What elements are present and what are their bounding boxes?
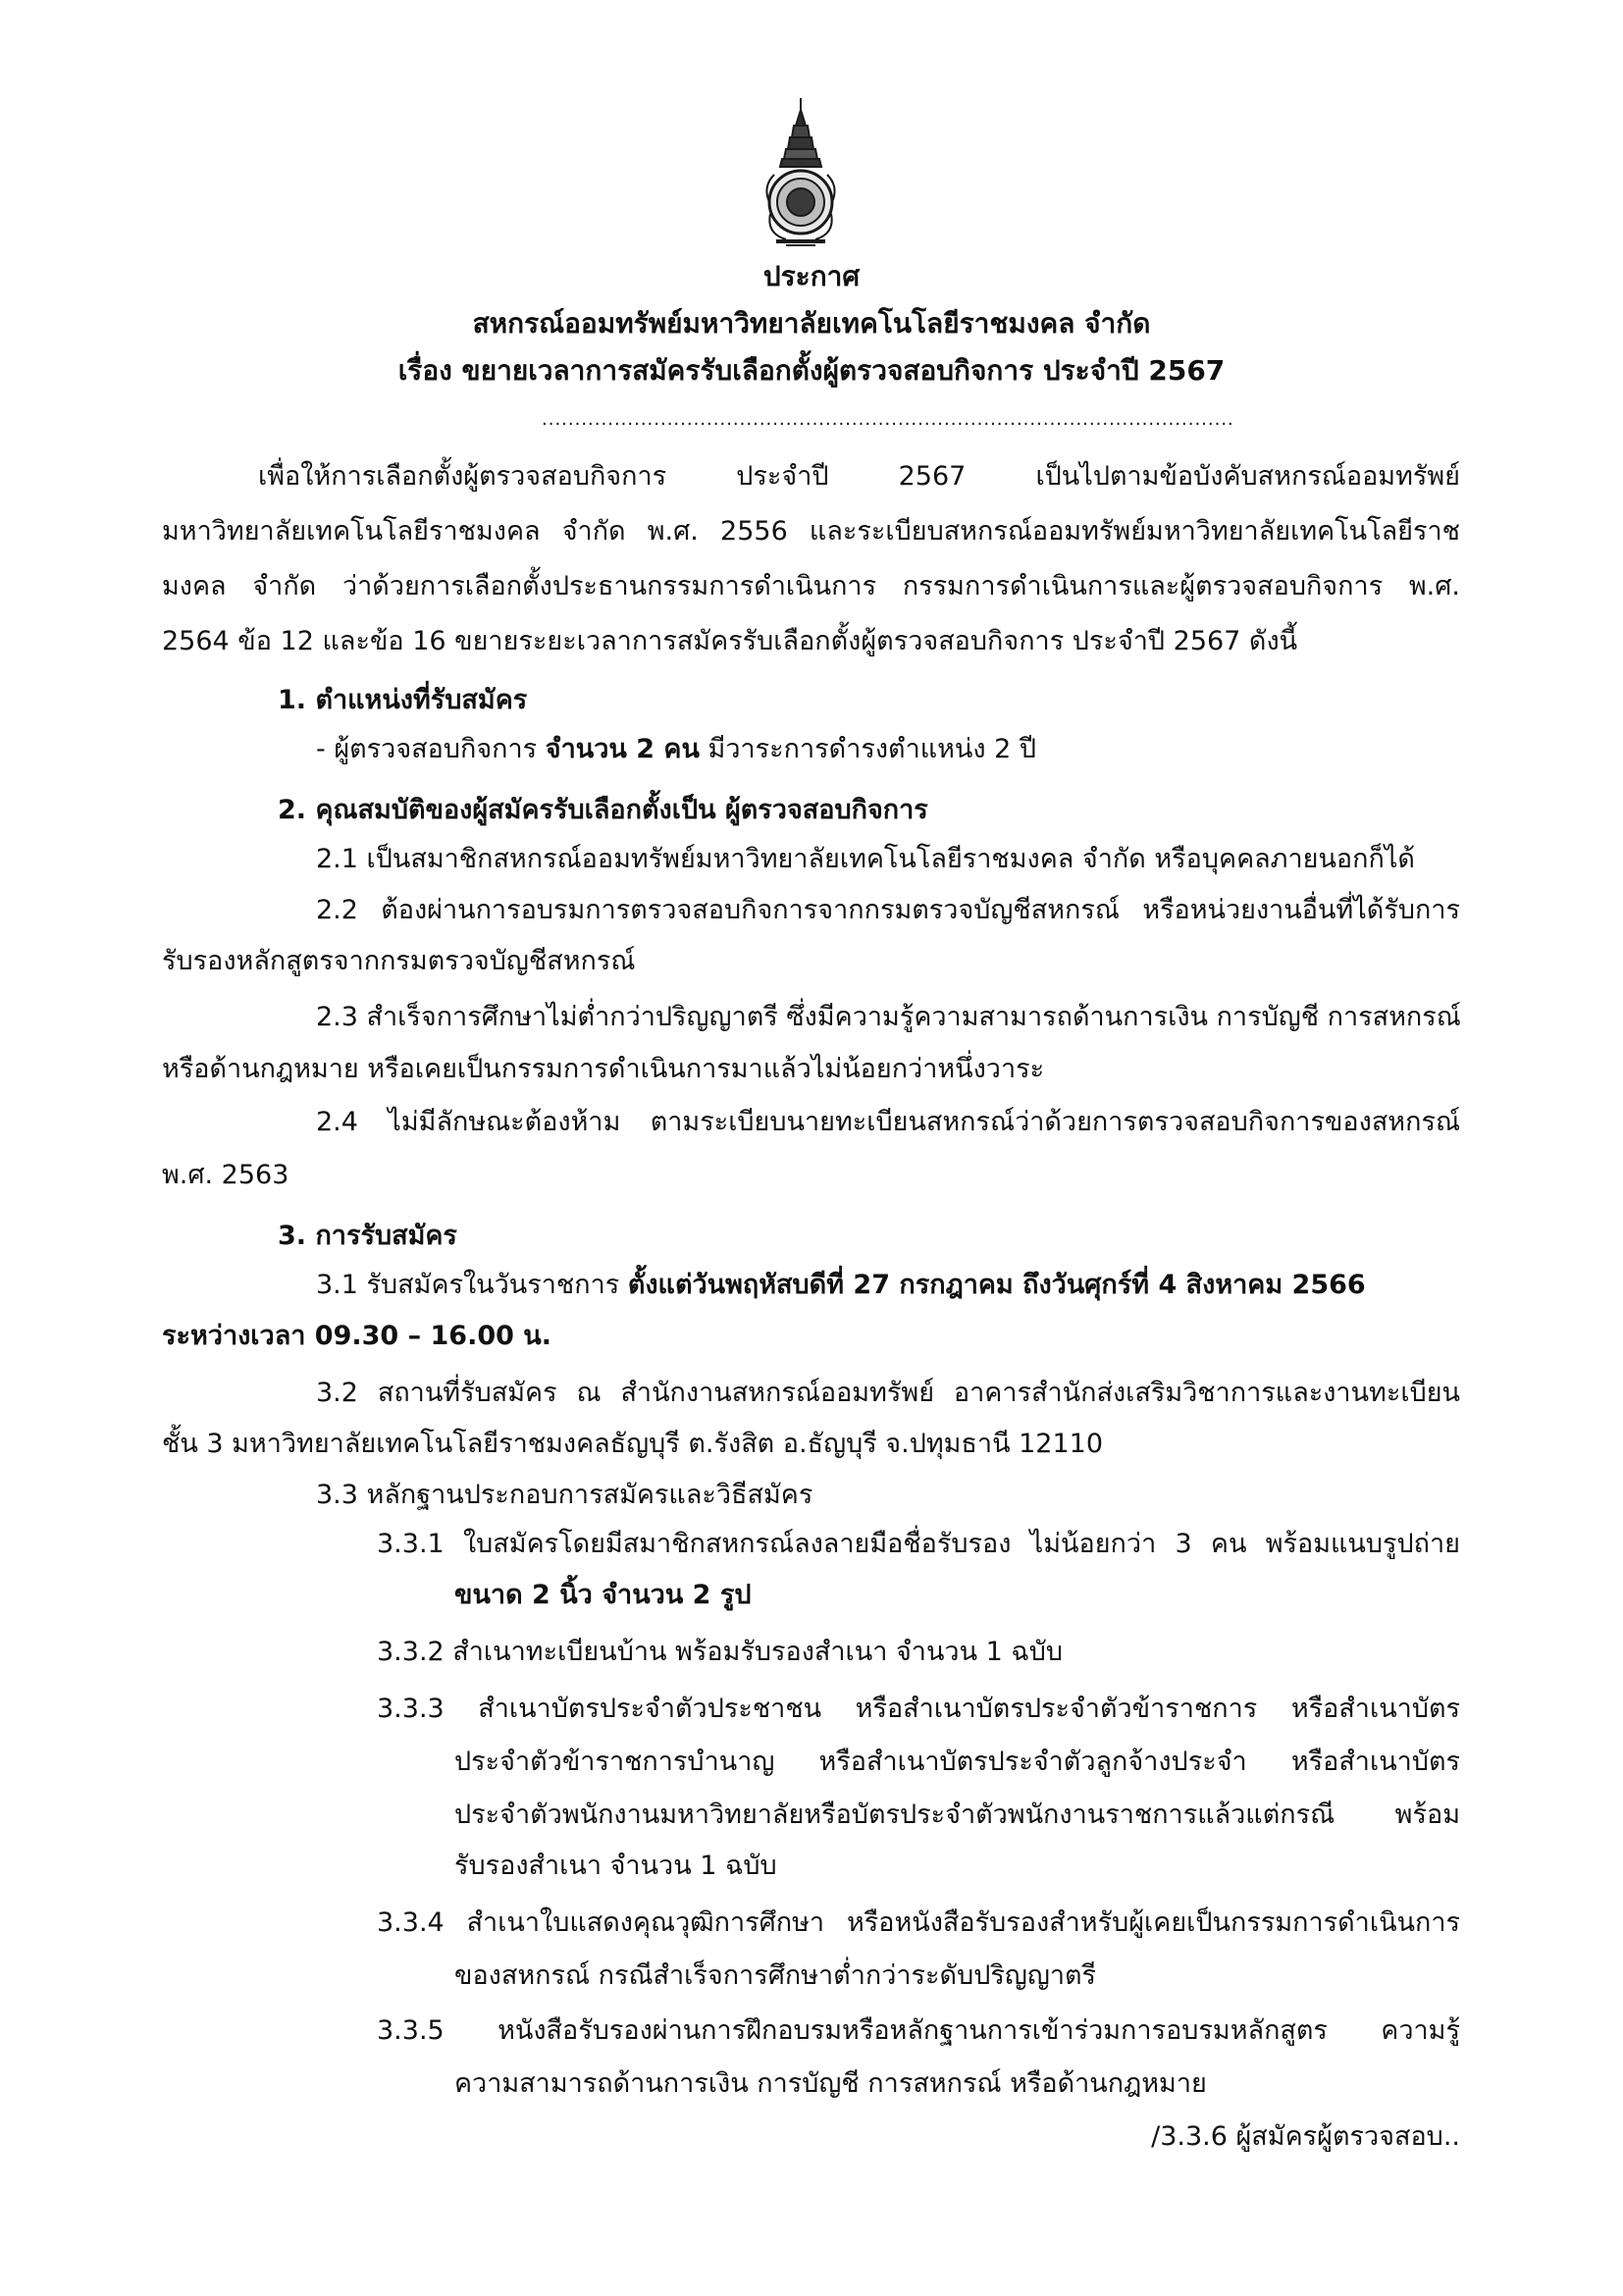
section-2-4-line-1: 2.4 ไม่มีลักษณะต้องห้าม ตามระเบียบนายทะเบียนสหกรณ์ว่าด้วยการตรวจสอบกิจการของสหกรณ์: [316, 1107, 1460, 1137]
section-3-2-line-1: 3.2 สถานที่รับสมัคร ณ สำนักงานสหกรณ์ออมทรัพย์ อาคารสำนักส่งเสริมวิชาการและงานทะเบียน: [316, 1378, 1460, 1408]
item-3-3-1-line-2: ขนาด 2 นิ้ว จำนวน 2 รูป: [454, 1580, 752, 1610]
section-3-1-dates: ตั้งแต่วันพฤหัสบดีที่ 27 กรกฎาคม ถึงวันศุกร์ที่ 4 สิงหาคม 2566: [627, 1270, 1366, 1300]
university-crest-icon: [757, 96, 845, 253]
section-3-2-line-2: ชั้น 3 มหาวิทยาลัยเทคโนโลยีราชมงคลธัญบุรี ต.รังสิต อ.ธัญบุรี จ.ปทุมธานี 12110: [162, 1429, 1104, 1459]
section-2-2-line-1: 2.2 ต้องผ่านการอบรมการตรวจสอบกิจการจากกรมตรวจบัญชีสหกรณ์ หรือหน่วยงานอื่นที่ได้รับการ: [316, 895, 1460, 925]
section-3-heading: 3. การรับสมัคร: [278, 1221, 457, 1251]
item-3-3-1-line-1: 3.3.1 ใบสมัครโดยมีสมาชิกสหกรณ์ลงลายมือชื่อรับรอง ไม่น้อยกว่า 3 คน พร้อมแนบรูปถ่าย: [377, 1529, 1460, 1559]
announcement-label: ประกาศ: [762, 260, 861, 292]
header-divider: .........................................................................................................: [542, 409, 1234, 430]
section-2-3-line-2: หรือด้านกฎหมาย หรือเคยเป็นกรรมการดำเนินการมาแล้วไม่น้อยกว่าหนึ่งวาระ: [162, 1054, 1045, 1084]
announcement-subject: เรื่อง ขยายเวลาการสมัครรับเลือกตั้งผู้ตรวจสอบกิจการ ประจำปี 2567: [397, 354, 1226, 387]
section-1-item-term: มีวาระการดำรงตำแหน่ง 2 ปี: [699, 734, 1037, 764]
section-3-1-time: ระหว่างเวลา 09.30 – 16.00 น.: [162, 1321, 552, 1351]
item-3-3-3-line-4: รับรองสำเนา จำนวน 1 ฉบับ: [454, 1851, 777, 1881]
section-2-1: 2.1 เป็นสมาชิกสหกรณ์ออมทรัพย์มหาวิทยาลัยเทคโนโลยีราชมงคล จำกัด หรือบุคคลภายนอกก็ได้: [316, 844, 1415, 874]
section-3-1-intro: 3.1 รับสมัครในวันราชการ: [316, 1270, 628, 1300]
item-3-3-3-line-1: 3.3.3 สำเนาบัตรประจำตัวประชาชน หรือสำเนาบัตรประจำตัวข้าราชการ หรือสำเนาบัตร: [377, 1694, 1460, 1724]
continued-note: /3.3.6 ผู้สมัครผู้ตรวจสอบ..: [1151, 2121, 1460, 2152]
section-2-heading: 2. คุณสมบัติของผู้สมัครรับเลือกตั้งเป็น ผู้ตรวจสอบกิจการ: [278, 795, 928, 825]
item-3-3-5-line-2: ความสามารถด้านการเงิน การบัญชี การสหกรณ์ หรือด้านกฎหมาย: [454, 2068, 1207, 2099]
section-2-3-line-1: 2.3 สำเร็จการศึกษาไม่ต่ำกว่าปริญญาตรี ซึ่งมีความรู้ความสามารถด้านการเงิน การบัญชี การสหกรณ์: [316, 1002, 1461, 1032]
item-3-3-2: 3.3.2 สำเนาทะเบียนบ้าน พร้อมรับรองสำเนา จำนวน 1 ฉบับ: [377, 1637, 1064, 1667]
section-1-heading: 1. ตำแหน่งที่รับสมัคร: [278, 685, 528, 715]
section-3-3-heading: 3.3 หลักฐานประกอบการสมัครและวิธีสมัคร: [316, 1480, 813, 1510]
section-1-item-position: - ผู้ตรวจสอบกิจการ: [316, 734, 546, 764]
intro-line-2: มหาวิทยาลัยเทคโนโลยีราชมงคล จำกัด พ.ศ. 2556 และระเบียบสหกรณ์ออมทรัพย์มหาวิทยาลัยเทคโนโลยีราช: [162, 516, 1460, 547]
section-2-4-line-2: พ.ศ. 2563: [162, 1160, 289, 1190]
section-1-item-count: จำนวน 2 คน: [545, 734, 700, 764]
item-3-3-3-line-2: ประจำตัวข้าราชการบำนาญ หรือสำเนาบัตรประจำตัวลูกจ้างประจำ หรือสำเนาบัตร: [454, 1747, 1460, 1777]
item-3-3-4-line-2: ของสหกรณ์ กรณีสำเร็จการศึกษาต่ำกว่าระดับปริญญาตรี: [454, 1960, 1097, 1991]
section-3-1-line-1: [316, 1266, 1460, 1305]
organization-name: สหกรณ์ออมทรัพย์มหาวิทยาลัยเทคโนโลยีราชมงคล จำกัด: [472, 307, 1151, 339]
intro-line-1: เพื่อให้การเลือกตั้งผู้ตรวจสอบกิจการ ประจำปี 2567 เป็นไปตามข้อบังคับสหกรณ์ออมทรัพย์: [258, 461, 1460, 492]
section-2-2-line-2: รับรองหลักสูตรจากกรมตรวจบัญชีสหกรณ์: [162, 946, 636, 976]
item-3-3-5-line-1: 3.3.5 หนังสือรับรองผ่านการฝึกอบรมหรือหลักฐานการเข้าร่วมการอบรมหลักสูตร ความรู้: [377, 2015, 1460, 2046]
item-3-3-4-line-1: 3.3.4 สำเนาใบแสดงคุณวุฒิการศึกษา หรือหนังสือรับรองสำหรับผู้เคยเป็นกรรมการดำเนินการ: [377, 1907, 1460, 1938]
intro-line-3: มงคล จำกัด ว่าด้วยการเลือกตั้งประธานกรรมการดำเนินการ กรรมการดำเนินการและผู้ตรวจสอบกิจการ พ.ศ.: [162, 571, 1460, 601]
item-3-3-3-line-3: ประจำตัวพนักงานมหาวิทยาลัยหรือบัตรประจำตัวพนักงานราชการแล้วแต่กรณี พร้อม: [454, 1800, 1460, 1830]
section-1-item: [316, 730, 1036, 769]
intro-line-4: 2564 ข้อ 12 และข้อ 16 ขยายระยะเวลาการสมัครรับเลือกตั้งผู้ตรวจสอบกิจการ ประจำปี 2567 ดังนี้: [162, 626, 1298, 656]
